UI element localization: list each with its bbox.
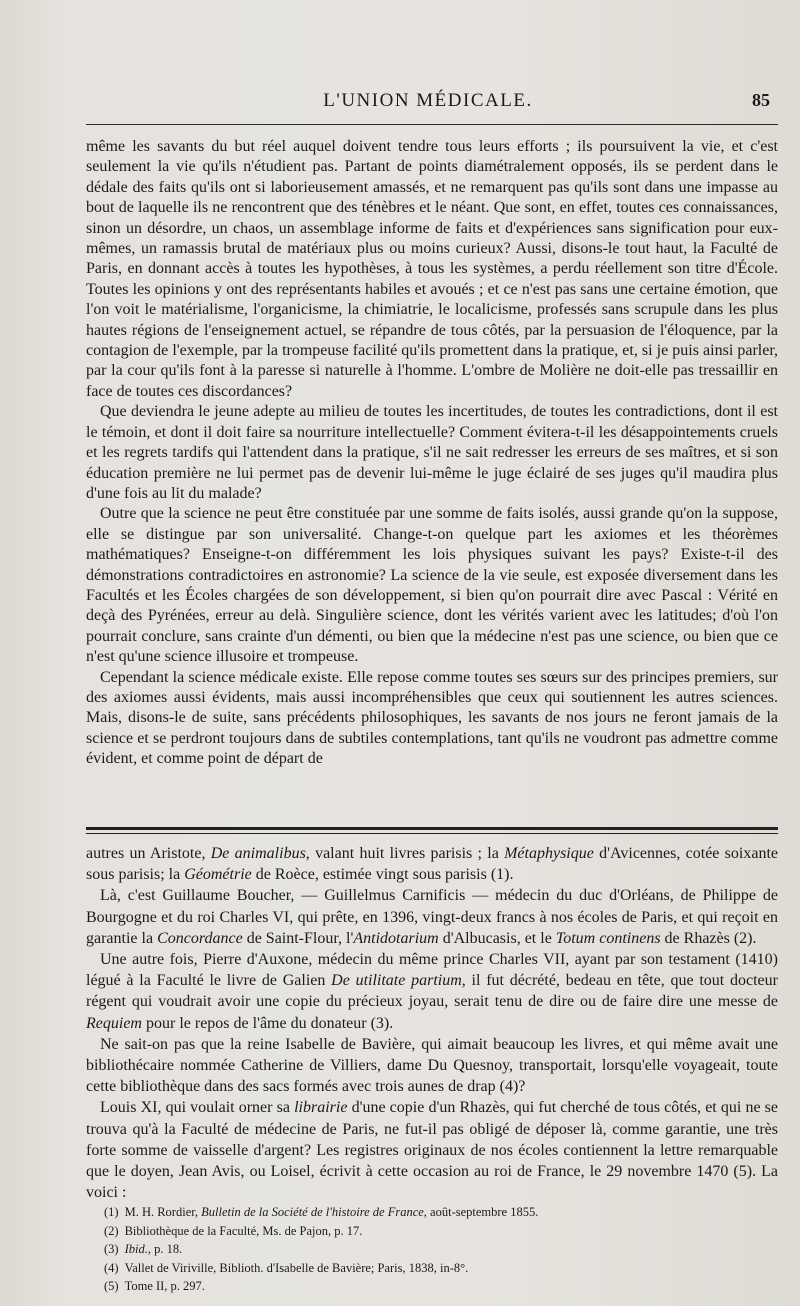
serial-paragraph-1: [86, 843, 778, 885]
book-title: De utilitate partium: [331, 972, 462, 990]
footnote-number: (5): [104, 1279, 119, 1294]
main-text: [86, 137, 778, 770]
text-run: pour le repos de l'âme du donateur (3).: [141, 1014, 394, 1032]
footnote-number: (1): [104, 1205, 119, 1219]
footnote-text: M. H. Rordier,: [124, 1205, 202, 1219]
serial-paragraph-3: [86, 949, 778, 1034]
footnote-3: [104, 1240, 770, 1259]
paragraph-3: Outre que la science ne peut être constituée par une somme de faits isolés, aussi grande qu'on la suppose, elle se distingue par son universalité. Change-t-on quelque part les axiomes et les théorèmes mathématiques? Enseigne-t-on différemment les lois physiques suivant les pays? Existe-t-il des démonstrations contradictoires en astronomie? La science de la vie seule, est exposée diversement dans les Facultés et les Écoles chargées de son développement, si bien qu'on pourrait dire avec Pascal : Vérité en deçà des Pyrénées, erreur au delà. Singulière science, dont les vérités varient avec les latitudes; d'où l'on pourrait conclure, sans crainte d'un démenti, ou bien que la médecine n'est pas une science, ou bien que ce n'est qu'une science illusoire et trompeuse.: [86, 505, 778, 666]
footnote-number: (2): [104, 1223, 119, 1238]
footnote-text: , p. 18.: [147, 1242, 183, 1257]
paragraph-2: Que deviendra le jeune adepte au milieu de toutes les incertitudes, de toutes les contradictions, dont il est le témoin, et dont il doit faire sa nourriture intellectuelle? Comment évitera-t-il les désappointements cruels et les regrets tardifs qui l'attendent dans la pratique, s'il ne sait redresser les erreurs de ses maîtres, et si son éducation première ne lui permet pas de devenir lui-même le juge éclairé de ses juges qu'il maudira plus d'une fois au lit du malade?: [86, 403, 778, 502]
text-run: , valant huit livres parisis ; la: [305, 845, 505, 862]
text-run: Une autre fois, Pierre d'Auxone, médecin du même prince Charles VII, ayant par son testament (1410) légué à la Faculté le livre de Galien: [86, 951, 778, 990]
text-run: d'Albucasis, et le: [438, 929, 556, 947]
text-run: Louis XI, qui voulait orner sa: [100, 1099, 295, 1117]
serial-paragraph-4: Ne sait-on pas que la reine Isabelle de Bavière, qui aimait beaucoup les livres, et qui même avait une bibliothécaire nommée Catherine de Villiers, dame Du Quesnoy, transportait, lorsqu'elle voyageait, toute cette bibliothèque dans des sacs formés avec trois aunes de drap (4)?: [86, 1035, 778, 1096]
section-separator-rule: [86, 827, 778, 830]
footnote-text: Tome II, p. 297.: [124, 1279, 205, 1294]
serial-text: [86, 843, 778, 1203]
text-run: de Saint-Flour, l': [242, 929, 354, 947]
book-title: Géométrie: [184, 866, 252, 884]
book-title: Requiem: [86, 1014, 142, 1032]
text-run: Là, c'est Guillaume Boucher, — Guillelmus Carnificis — médecin du duc d'Orléans, de Philippe de Bourgogne et du roi Charles VI, qui prête, en 1396, vingt-deux francs à nos écoles de Paris, et qui reçoit en garantie la: [86, 887, 778, 947]
footnote-title: Ibid.: [124, 1242, 148, 1257]
text-run: de Rhazès (2).: [660, 929, 757, 947]
footnote-5: [104, 1277, 770, 1296]
page-number: 85: [752, 90, 770, 110]
footnote-text: , août-septembre 1855.: [423, 1205, 539, 1219]
footnote-number: (4): [104, 1260, 119, 1275]
serial-paragraph-5: [86, 1097, 778, 1203]
footnote-text: Vallet de Viriville, Biblioth. d'Isabelle de Bavière; Paris, 1838, in-8°.: [124, 1260, 469, 1275]
serial-paragraph-2: [86, 885, 778, 949]
book-title: Antidotarium: [353, 929, 439, 947]
paragraph-1: même les savants du but réel auquel doivent tendre tous leurs efforts ; ils poursuivent la vie, et c'est seulement la vie qu'ils n'étudient pas. Partant de points diamétralement opposés, ils se perdent dans le dédale des faits qu'ils ont si laborieusement amassés, et ne remarquent pas qu'ils sont dans une impasse au bout de laquelle ils ne rencontrent que des ténèbres et le néant. Que sont, en effet, toutes ces connaissances, sinon un désordre, un chaos, un assemblage informe de faits et d'expériences sans signification pour eux-mêmes, un ramassis brutal de matériaux plus ou moins curieux? Aussi, disons-le tout haut, la Faculté de Paris, en donnant accès à toutes les hypothèses, à tous les systèmes, a perdu réellement son titre d'École. Toutes les opinions y ont des représentants habiles et avoués ; et ce n'est pas sans une certaine émotion, que l'on voit le matérialisme, l'organicisme, la chimiatrie, le localicisme, professés sans scrupule dans les plus hautes régions de l'enseignement actuel, se répandre de tous côtés, par la persuasion de l'éloquence, par la contagion de l'exemple, par la trompeuse facilité qu'ils promettent dans la pratique, et, si je puis ainsi parler, par la cour qu'ils font à la paresse si naturelle à l'homme. L'ombre de Molière ne doit-elle pas tressaillir en face de toutes ces discordances?: [86, 138, 778, 400]
footnote-number: (3): [104, 1242, 119, 1257]
text-run: d'Avicennes, cotée soixante sous parisis; la: [86, 845, 778, 884]
footnote-title: Bulletin de la Société de l'histoire de France: [201, 1205, 424, 1219]
footnote-text: Bibliothèque de la Faculté, Ms. de Pajon, p. 17.: [124, 1223, 363, 1238]
header-rule: [86, 124, 778, 125]
book-title: Totum continens: [555, 929, 661, 947]
text-run: autres un Aristote,: [86, 845, 211, 862]
footnotes: [104, 1203, 770, 1296]
book-title: Métaphysique: [504, 845, 594, 862]
book-title: Concordance: [157, 929, 243, 947]
text-run: d'une copie d'un Rhazès, qui fut cherché de tous côtés, et qui ne se trouva qu'à la Faculté de médecine de Paris, ne fut-il pas obligé de déposer là, comme garantie, une très forte somme de vaisselle d'argent? Les registres originaux de nos écoles contiennent la lettre remarquable que le doyen, Jean Avis, ou Loisel, écrivit à cette occasion au roi de France, le 29 novembre 1470 (5). La voici :: [86, 1099, 779, 1202]
page-header: [86, 90, 770, 118]
footnote-1: [104, 1203, 770, 1222]
running-title: L'UNION MÉDICALE.: [323, 90, 533, 111]
emphasized-word: librairie: [294, 1099, 348, 1117]
footnote-4: [104, 1259, 770, 1278]
text-run: de Roèce, estimée vingt sous parisis (1).: [251, 866, 514, 884]
text-run: , il fut décrété, bedeau en tête, que tout docteur régent qui voudrait avoir une copie du précieux joyau, serait tenu de dire ou de faire dire une messe de: [86, 972, 778, 1011]
book-title: De animalibus: [210, 845, 306, 862]
footnote-2: [104, 1222, 770, 1241]
paragraph-4: Cependant la science médicale existe. Elle repose comme toutes ses sœurs sur des principes premiers, sur des axiomes aussi évidents, mais aussi incompréhensibles que ceux qui soutiennent les autres sciences. Mais, disons-le de suite, sans précédents philosophiques, les savants de nos jours ne feront jamais de la science et se perdront toujours dans de subtiles contemplations, tant qu'ils ne voudront pas admettre comme évident, et comme point de départ de: [86, 668, 778, 768]
